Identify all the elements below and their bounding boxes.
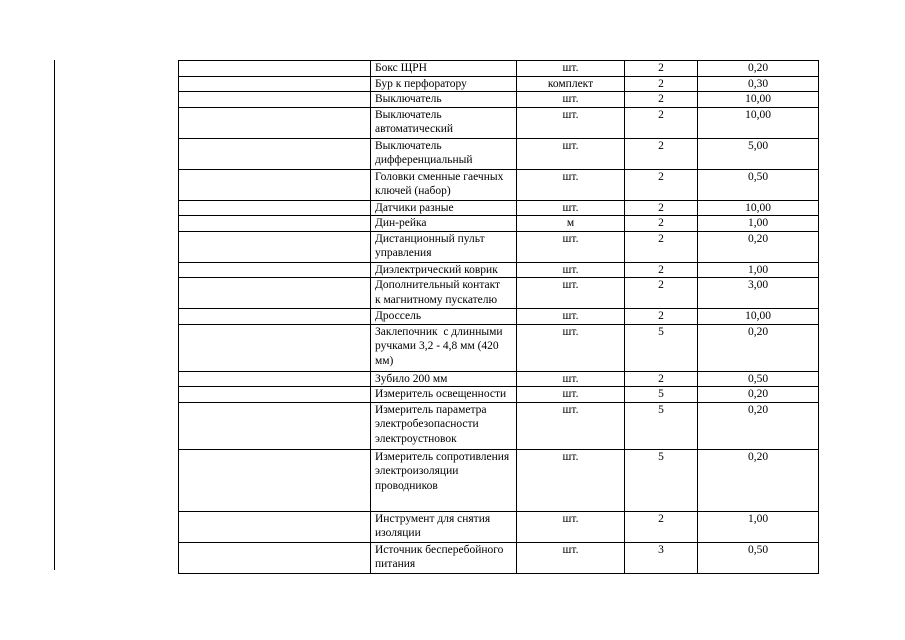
unit-cell: шт. [517,542,625,573]
unit-cell: шт. [517,371,625,387]
value-cell: 10,00 [698,200,819,216]
blank-cell [179,76,371,92]
blank-cell [179,511,371,542]
item-name-cell: Дроссель [371,309,517,325]
table-row [179,92,819,108]
quantity-cell: 2 [625,371,698,387]
quantity-cell: 2 [625,200,698,216]
unit-cell: шт. [517,200,625,216]
value-cell: 10,00 [698,107,819,138]
unit-cell: шт. [517,511,625,542]
table-row [179,309,819,325]
page-margin-line [54,60,55,570]
blank-cell [179,542,371,573]
value-cell: 0,20 [698,231,819,262]
item-name-cell: Источник бесперебойного питания [371,542,517,573]
value-cell: 0,20 [698,402,819,449]
table-row [179,138,819,169]
quantity-cell: 5 [625,324,698,371]
item-name-cell: Дистанционный пульт управления [371,231,517,262]
unit-cell: шт. [517,402,625,449]
blank-cell [179,262,371,278]
table-row [179,61,819,77]
value-cell: 5,00 [698,138,819,169]
item-name-cell: Инструмент для снятия изоляции [371,511,517,542]
value-cell: 10,00 [698,92,819,108]
value-cell: 0,30 [698,76,819,92]
item-name-cell: Измеритель сопротивления электроизоляции проводников [371,449,517,511]
quantity-cell: 2 [625,262,698,278]
quantity-cell: 3 [625,542,698,573]
item-name-cell: Датчики разные [371,200,517,216]
quantity-cell: 2 [625,169,698,200]
value-cell: 0,20 [698,324,819,371]
unit-cell: шт. [517,169,625,200]
unit-cell: шт. [517,278,625,309]
table-row [179,402,819,449]
blank-cell [179,61,371,77]
quantity-cell: 2 [625,511,698,542]
blank-cell [179,231,371,262]
value-cell: 0,50 [698,371,819,387]
blank-cell [179,107,371,138]
blank-cell [179,387,371,403]
table-row [179,371,819,387]
blank-cell [179,402,371,449]
unit-cell: шт. [517,387,625,403]
quantity-cell: 5 [625,387,698,403]
unit-cell: комплект [517,76,625,92]
table-row [179,542,819,573]
item-name-cell: Бокс ЩРН [371,61,517,77]
value-cell: 1,00 [698,262,819,278]
value-cell: 10,00 [698,309,819,325]
blank-cell [179,324,371,371]
item-name-cell: Зубило 200 мм [371,371,517,387]
table-row [179,169,819,200]
quantity-cell: 2 [625,138,698,169]
table-row [179,107,819,138]
quantity-cell: 5 [625,449,698,511]
table-row [179,262,819,278]
item-name-cell: Бур к перфоратору [371,76,517,92]
blank-cell [179,309,371,325]
value-cell: 3,00 [698,278,819,309]
table-row [179,278,819,309]
unit-cell: шт. [517,92,625,108]
table-row [179,511,819,542]
unit-cell: шт. [517,61,625,77]
table-row [179,324,819,371]
table-row [179,387,819,403]
item-name-cell: Дин-рейка [371,216,517,232]
item-name-cell: Выключатель дифференциальный [371,138,517,169]
quantity-cell: 2 [625,278,698,309]
item-name-cell: Головки сменные гаечных ключей (набор) [371,169,517,200]
quantity-cell: 2 [625,76,698,92]
blank-cell [179,200,371,216]
item-name-cell: Выключатель [371,92,517,108]
item-name-cell: Измеритель освещенности [371,387,517,403]
table-row [179,216,819,232]
unit-cell: м [517,216,625,232]
item-name-cell: Дополнительный контакт к магнитному пускателю [371,278,517,309]
unit-cell: шт. [517,138,625,169]
blank-cell [179,216,371,232]
value-cell: 0,50 [698,542,819,573]
quantity-cell: 2 [625,61,698,77]
item-name-cell: Измеритель параметра электробезопасности электроустновок [371,402,517,449]
unit-cell: шт. [517,262,625,278]
unit-cell: шт. [517,324,625,371]
table-row [179,449,819,511]
blank-cell [179,449,371,511]
unit-cell: шт. [517,107,625,138]
value-cell: 0,20 [698,449,819,511]
blank-cell [179,138,371,169]
quantity-cell: 2 [625,231,698,262]
items-table [178,60,819,574]
table-row [179,231,819,262]
quantity-cell: 5 [625,402,698,449]
blank-cell [179,278,371,309]
value-cell: 1,00 [698,511,819,542]
table-row [179,76,819,92]
item-name-cell: Выключатель автоматический [371,107,517,138]
blank-cell [179,92,371,108]
value-cell: 0,20 [698,61,819,77]
quantity-cell: 2 [625,309,698,325]
blank-cell [179,169,371,200]
quantity-cell: 2 [625,216,698,232]
quantity-cell: 2 [625,107,698,138]
unit-cell: шт. [517,309,625,325]
value-cell: 0,50 [698,169,819,200]
value-cell: 0,20 [698,387,819,403]
unit-cell: шт. [517,449,625,511]
blank-cell [179,371,371,387]
item-name-cell: Заклепочник с длинными ручками 3,2 - 4,8 мм (420 мм) [371,324,517,371]
table-row [179,200,819,216]
quantity-cell: 2 [625,92,698,108]
value-cell: 1,00 [698,216,819,232]
unit-cell: шт. [517,231,625,262]
item-name-cell: Диэлектрический коврик [371,262,517,278]
